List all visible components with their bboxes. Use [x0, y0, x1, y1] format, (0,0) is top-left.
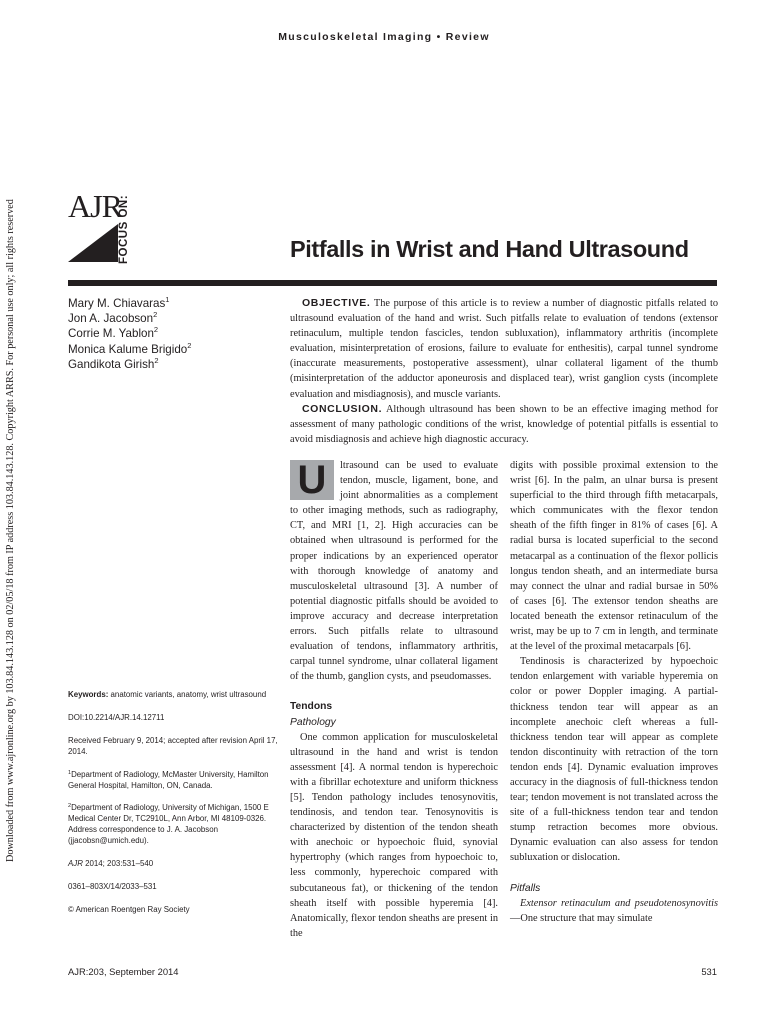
author: Corrie M. Yablon$^2$: [68, 325, 159, 341]
download-notice: Downloaded from www.ajronline.org by 103.84.143.128 on 02/05/18 from IP address 103.84.143.128. Copyright ARRS. For personal use only; all rights reserved: [5, 199, 16, 862]
section-heading-tendons: Tendons: [290, 701, 333, 713]
body-column-1: [290, 458, 498, 941]
drop-cap: U: [290, 460, 334, 500]
article-metadata: [68, 690, 278, 928]
tendinosis-paragraph: Tendinosis is characterized by hypoechoic tendon enlargement with variable hyperemia on color or power Doppler imaging. A partial-thickness tendon tear will appear as an incomplete anechoic cleft whereas a full-thickness tendon tear will appear as complete tendon discontinuity with retraction of the torn tendon ends [4]. Dynamic evaluation improves accuracy in the diagnosis of full-thickness tendon tear; tendon movement is not translated across the site of a full-thickness tendon tear and tendon stump retraction becomes more obvious. Dynamic evaluation can also assess for tendon subluxation or dislocation.: [510, 656, 718, 864]
footer-journal-issue: AJR:203, September 2014: [68, 966, 179, 977]
title-rule: [68, 280, 717, 286]
abstract-objective: OBJECTIVE. The purpose of this article is to review a number of diagnostic pitfalls related to ultrasound evaluation of the hand and wrist. Such pitfalls relate to evaluation of tendons (extensor retinaculum, multiple tendon fascicles, tendon subluxation), inflammatory arthritis (incomplete evaluation, misinterpretation of erosions, failure to evaluate for enthesitis), carpal tunnel syndrome (inaccurate measurements, postoperative assessment), ulnar collateral ligament of the thumb (misinterpretation of the adductor aponeurosis and displaced tear), wrist ganglion cysts (incomplete evaluation and misdiagnosis), and muscle variants.: [290, 297, 718, 400]
copyright: © American Roentgen Ray Society: [68, 904, 190, 914]
pathology-paragraph: One common application for musculoskeletal ultrasound in the hand and wrist is tendon assessment [4]. A normal tendon is hyperechoic with a fibrillar echotexture and uniform thickness [5]. Tendon pathology includes tenosynovitis, tendinosis, and tendon tear. Tenosynovitis is characterized by distention of the tendon sheath with anechoic or hypoechoic fluid, synovial hypertrophy (which ranges from hypoechoic to, less commonly, hyperechoic compared with subcutaneous fat), or thickening of the tendon sheath itself with possible hyperemia [4]. Anatomically, flexor tendon sheaths are present in the: [290, 731, 498, 939]
received-dates: Received February 9, 2014; accepted after revision April 17, 2014.: [68, 735, 278, 756]
intro-paragraph: U ltrasound can be used to evaluate tendon, muscle, ligament, bone, and joint abnormalities as a complement to other imaging methods, such as radiography, CT, and MRI [1, 2]. High accuracies can be obtained when ultrasound is performed for the proper indications by an experienced operator with thorough knowledge of anatomy and musculoskeletal ultrasound [3]. A number of potential diagnostic pitfalls should be avoided to improve accuracy and decrease interpretation errors. Such pitfalls relate to ultrasound evaluation of tendons, inflammatory arthritis, carpal tunnel syndrome, ulnar collateral ligament of the thumb, ganglion cysts, and pseudomasses.: [290, 458, 498, 683]
author: Monica Kalume Brigido$^2$: [68, 340, 192, 356]
conclusion-label: CONCLUSION.: [302, 402, 383, 415]
author: Gandikota Girish$^2$: [68, 355, 159, 371]
abstract: [290, 296, 718, 447]
ajr-logo-text: AJR: [68, 188, 122, 224]
logo-triangle-icon: [68, 224, 118, 262]
focus-on-label: FOCUS ON:: [118, 194, 130, 264]
objective-label: OBJECTIVE.: [302, 297, 371, 309]
author: Mary M. Chiavaras$^1$: [68, 295, 170, 310]
article-title: Pitfalls in Wrist and Hand Ultrasound: [290, 236, 689, 262]
abstract-conclusion: CONCLUSION. Although ultrasound has been shown to be an effective imaging method for assessment of many pathologic conditions of the wrist, knowledge of potential pitfalls is essential to avoid misdiagnosis and achieve high diagnostic accuracy.: [290, 402, 719, 445]
affiliation-2: $^2$Department of Radiology, University of Michigan, 1500 E Medical Center Dr, TC2910L, Ann Arbor, MI 48109-0326. Address correspondence to J. A. Jacobson (jjacobsn@umich.edu).: [68, 803, 269, 846]
issn: 0361–803X/14/2033–531: [68, 881, 157, 891]
running-header: Musculoskeletal Imaging • Review: [278, 31, 490, 43]
subheading-pathology: Pathology: [290, 716, 336, 728]
doi: DOI:10.2214/AJR.14.12711: [68, 712, 165, 722]
author-list: [68, 296, 268, 372]
citation: AJR 2014; 203:531–540: [68, 859, 154, 869]
subheading-pitfalls: Pitfalls: [510, 882, 541, 894]
affiliation-1: $^1$Department of Radiology, McMaster University, Hamilton General Hospital, Hamilton, ON, Canada.: [68, 769, 269, 790]
pitfalls-paragraph: Extensor retinaculum and pseudotenosynovitis—One structure that may simulate: [510, 897, 718, 924]
author: Jon A. Jacobson$^2$: [68, 310, 158, 326]
body-column-2: [510, 458, 718, 926]
keywords: Keywords: anatomic variants, anatomy, wrist ultrasound: [68, 690, 267, 699]
bursa-paragraph: digits with possible proximal extension to the wrist [6]. In the palm, an ulnar bursa is present superficial to the third through fifth metacarpals, which communicates with the flexor tendon sheath of the fifth finger in 81% of cases [6]. A radial bursa is located superficial to the second metacarpal as a continuation of the flexor pollicis longus tendon sheath, and an intermediate bursa may connect the ulnar and radial bursae in 50% of cases [6]. The extensor tendon sheaths are located beneath the extensor retinaculum of the wrist, may be up to 7 cm in length, and terminate at the level of the proximal metacarpals [6].: [510, 460, 718, 653]
page-number: 531: [701, 966, 717, 977]
